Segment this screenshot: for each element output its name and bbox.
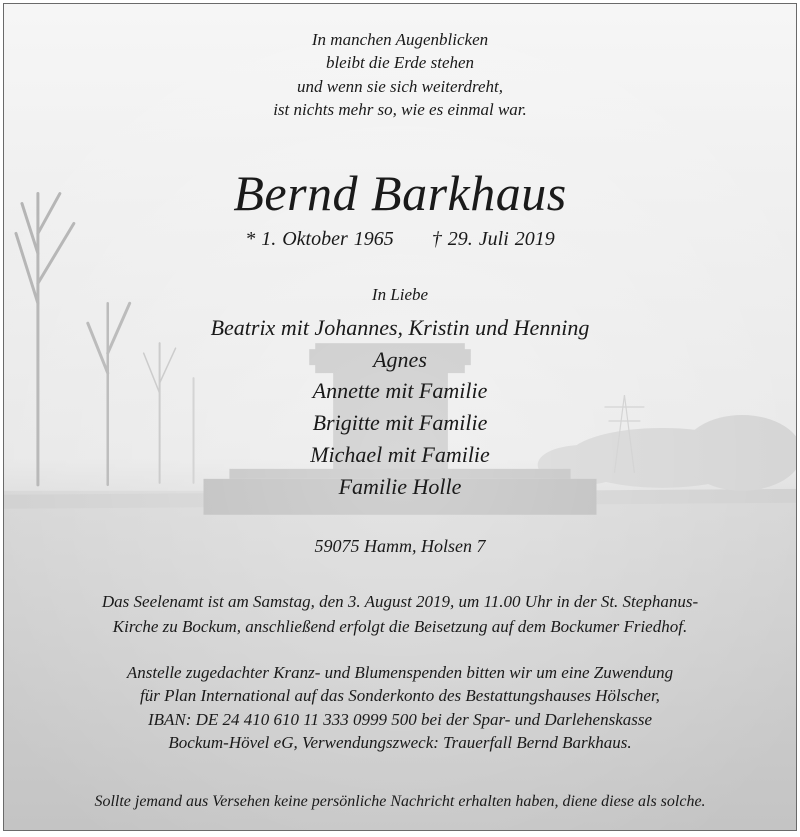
donation-info bbox=[4, 661, 796, 754]
mourner: Michael mit Familie bbox=[310, 441, 490, 467]
notice-text bbox=[4, 4, 796, 830]
service-line: Kirche zu Bockum, anschließend erfolgt die Beisetzung auf dem Bockumer Friedhof. bbox=[112, 617, 688, 636]
deceased-name: Bernd Barkhaus bbox=[233, 165, 567, 221]
death-date: † 29. Juli 2019 bbox=[431, 228, 555, 250]
poem-line: In manchen Augenblicken bbox=[311, 30, 489, 49]
service-info bbox=[4, 589, 796, 639]
donation-line: Anstelle zugedachter Kranz- und Blumenspenden bitten wir um eine Zuwendung bbox=[126, 663, 674, 682]
address: 59075 Hamm, Holsen 7 bbox=[314, 536, 486, 556]
poem-line: bleibt die Erde stehen bbox=[325, 53, 475, 73]
mourner: Brigitte mit Familie bbox=[312, 410, 488, 436]
donation-line: für Plan International auf das Sonderkonto des Bestattungshauses Hölscher, bbox=[140, 686, 660, 706]
closing-note: Sollte jemand aus Versehen keine persönliche Nachricht erhalten haben, diene diese als solche. bbox=[94, 793, 706, 810]
birth-date: * 1. Oktober 1965 bbox=[245, 228, 394, 250]
poem-line: ist nichts mehr so, wie es einmal war. bbox=[273, 99, 527, 119]
mourner: Beatrix mit Johannes, Kristin und Henning bbox=[210, 315, 590, 340]
poem bbox=[4, 28, 796, 121]
service-line: Das Seelenamt ist am Samstag, den 3. August 2019, um 11.00 Uhr in der St. Stephanus- bbox=[101, 592, 699, 611]
life-dates bbox=[4, 226, 796, 252]
donation-line: Bockum-Hövel eG, Verwendungszweck: Trauerfall Bernd Barkhaus. bbox=[168, 732, 632, 752]
mourner: Agnes bbox=[373, 346, 427, 372]
donation-line: IBAN: DE 24 410 610 11 333 0999 500 bei der Spar- und Darlehenskasse bbox=[147, 709, 653, 729]
mourners-list bbox=[4, 312, 796, 502]
in-liebe-label: In Liebe bbox=[371, 285, 429, 304]
mourner: Familie Holle bbox=[338, 473, 462, 499]
poem-line: und wenn sie sich weiterdreht, bbox=[296, 76, 504, 96]
obituary-notice bbox=[3, 3, 797, 831]
mourner: Annette mit Familie bbox=[312, 378, 488, 404]
